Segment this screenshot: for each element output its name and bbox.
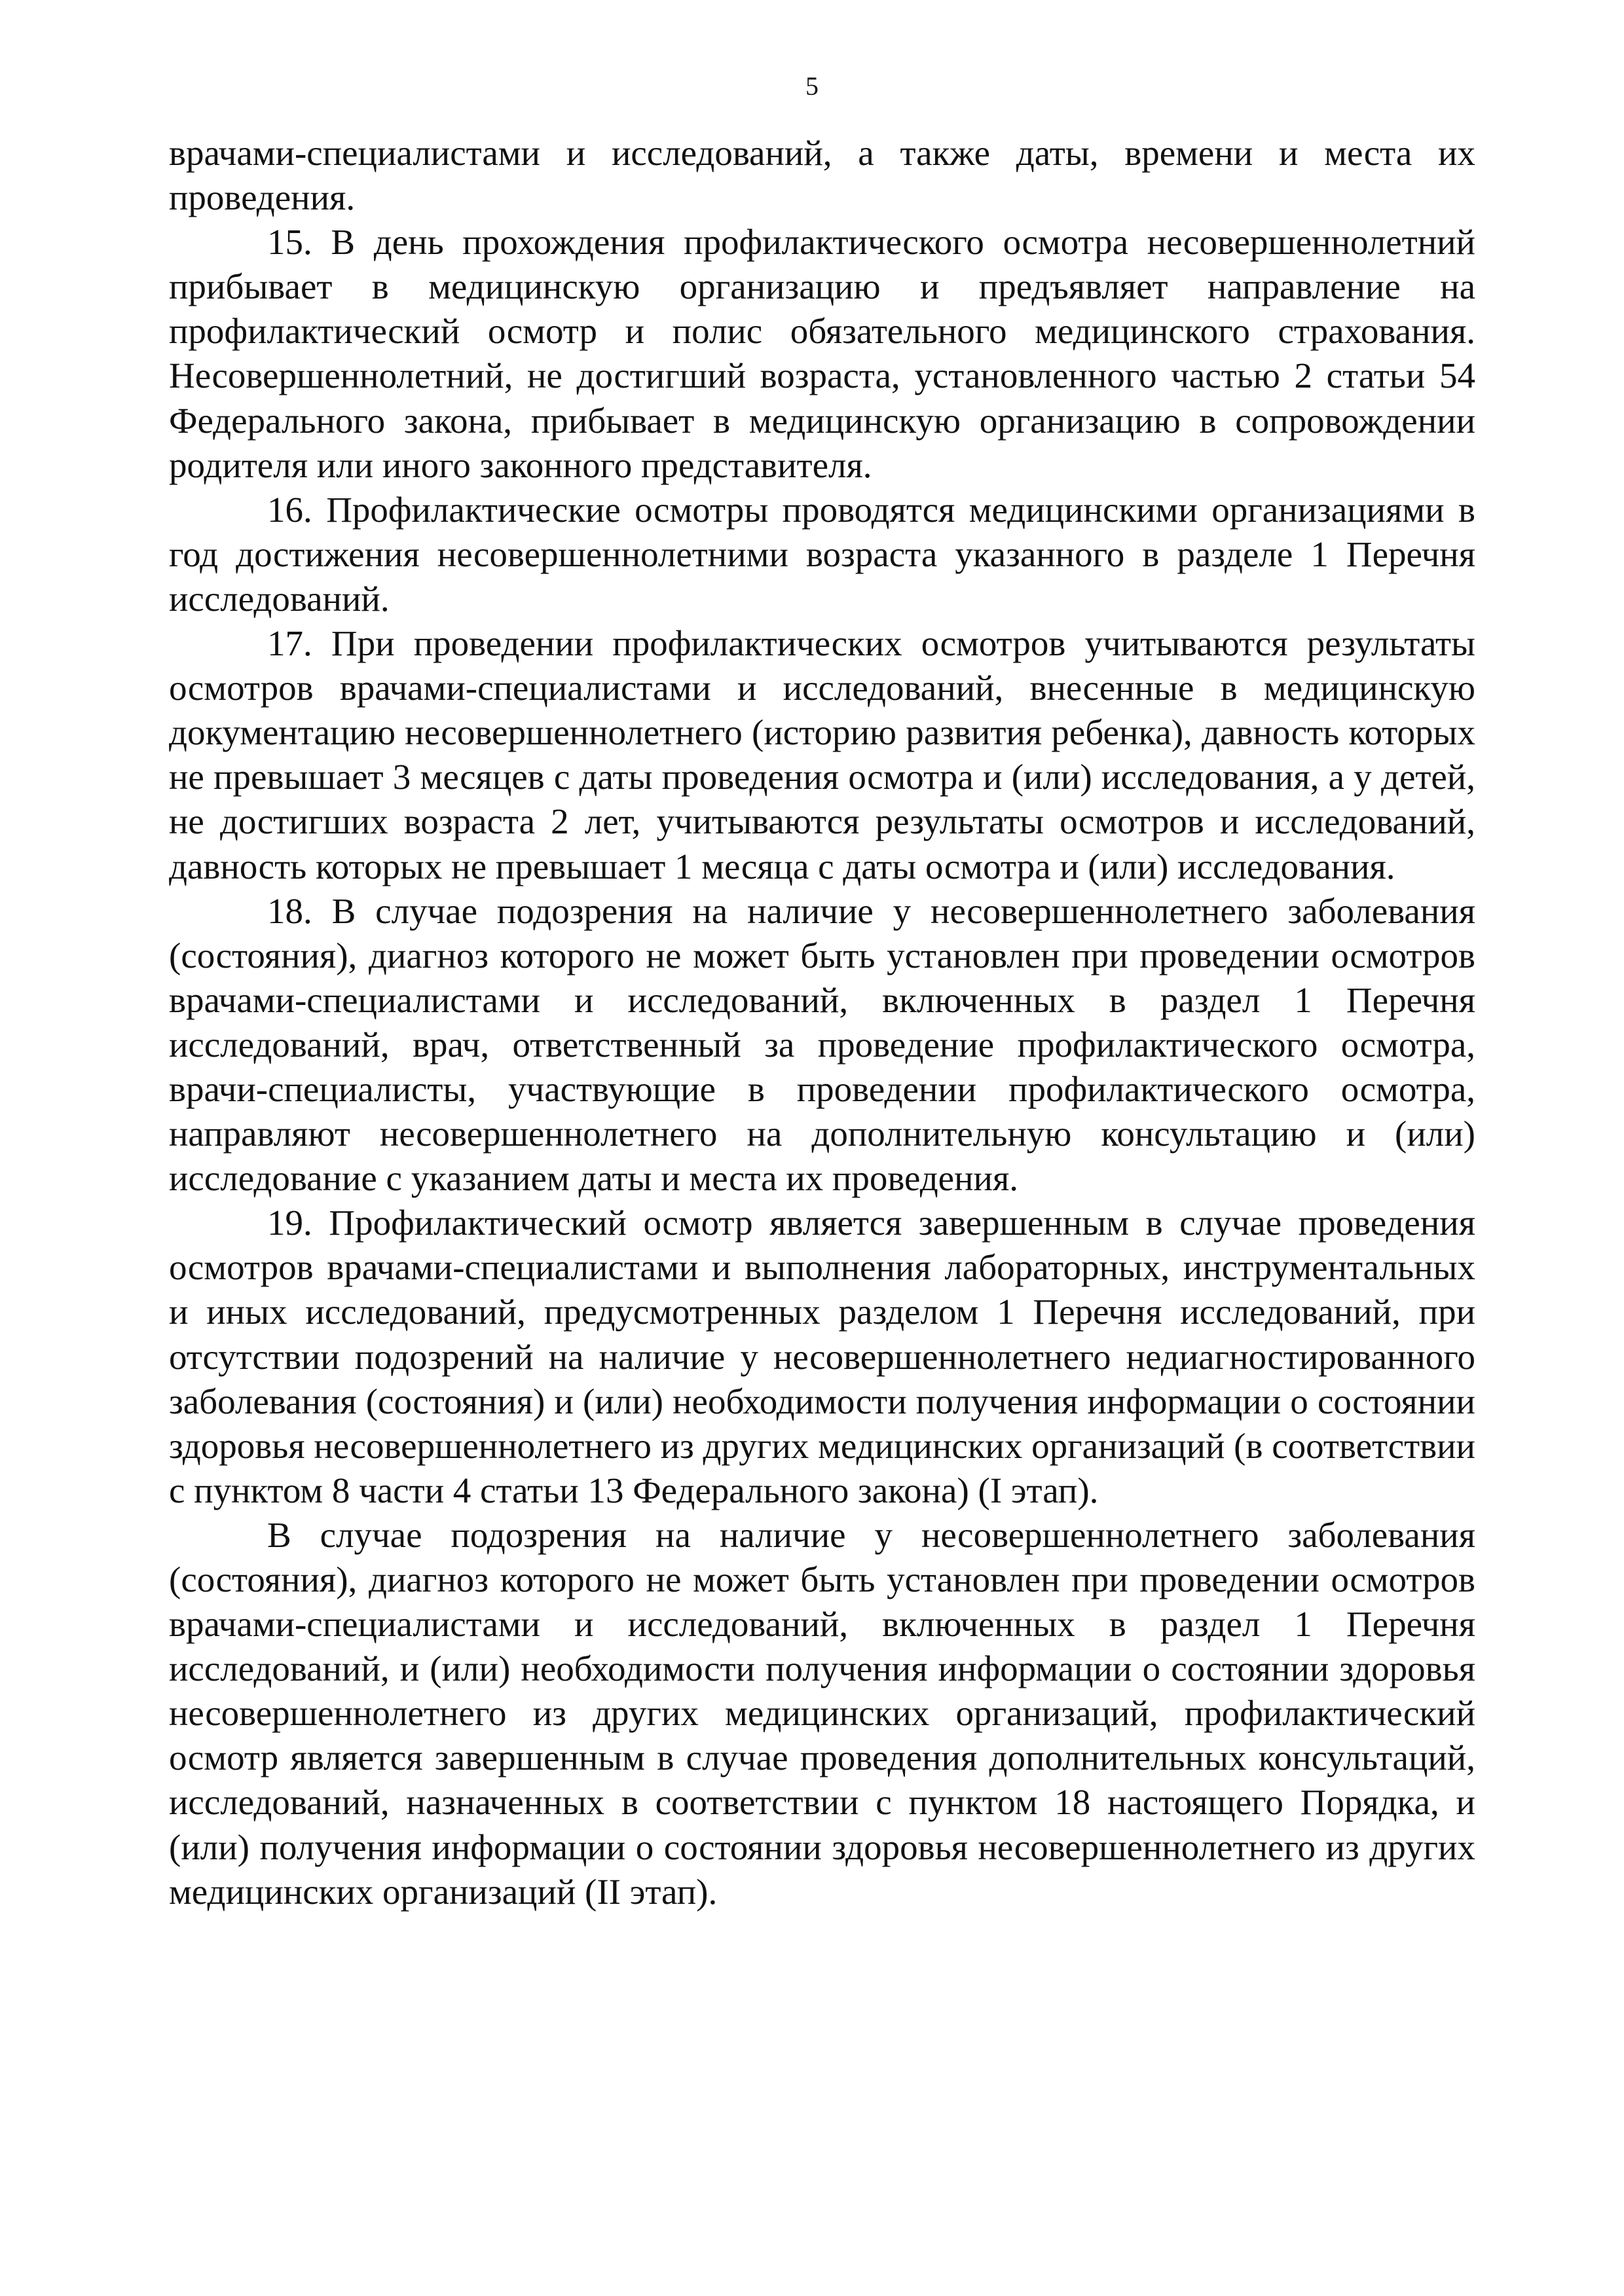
- paragraph-item-17: 17. При проведении профилактических осмотров учитываются результаты осмотров врачами-специалистами и исследований, внесенные в медицинскую документацию несовершеннолетнего (историю развития ребенка), давность которых не превышает 3 месяцев с даты проведения осмотра и (или) исследования, а у детей, не достигших возраста 2 лет, учитываются результаты осмотров и исследований, давность которых не превышает 1 месяца с даты осмотра и (или) исследования.: [169, 623, 1475, 886]
- paragraph-item-16: 16. Профилактические осмотры проводятся медицинскими организациями в год достижения несовершеннолетними возраста указанного в разделе 1 Перечня исследований.: [169, 489, 1475, 619]
- paragraph-continuation: врачами-специалистами и исследований, а также даты, времени и места их проведения.: [169, 133, 1475, 218]
- paragraph-item-19-stage-2: В случае подозрения на наличие у несовершеннолетнего заболевания (состояния), диагноз которого не может быть установлен при проведении осмотров врачами-специалистами и исследований, включенных в раздел 1 Перечня исследований, и (или) необходимости получения информации о состоянии здоровья несовершеннолетнего из других медицинских организаций, профилактический осмотр является завершенным в случае проведения дополнительных консультаций, исследований, назначенных в соответствии с пунктом 18 настоящего Порядка, и (или) получения информации о состоянии здоровья несовершеннолетнего из других медицинских организаций (II этап).: [169, 1514, 1475, 1912]
- document-body: [169, 131, 1475, 1914]
- paragraph-item-19: 19. Профилактический осмотр является завершенным в случае проведения осмотров врачами-специалистами и выполнения лабораторных, инструментальных и иных исследований, предусмотренных разделом 1 Перечня исследований, при отсутствии подозрений на наличие у несовершеннолетнего недиагностированного заболевания (состояния) и (или) необходимости получения информации о состоянии здоровья несовершеннолетнего из других медицинских организаций (в соответствии с пунктом 8 части 4 статьи 13 Федерального закона) (I этап).: [169, 1203, 1475, 1510]
- paragraph-item-15: 15. В день прохождения профилактического осмотра несовершеннолетний прибывает в медицинскую организацию и предъявляет направление на профилактический осмотр и полис обязательного медицинского страхования. Несовершеннолетний, не достигший возраста, установленного частью 2 статьи 54 Федерального закона, прибывает в медицинскую организацию в сопровождении родителя или иного законного представителя.: [169, 222, 1475, 485]
- paragraph-item-18: 18. В случае подозрения на наличие у несовершеннолетнего заболевания (состояния), диагноз которого не может быть установлен при проведении осмотров врачами-специалистами и исследований, включенных в раздел 1 Перечня исследований, врач, ответственный за проведение профилактического осмотра, врачи-специалисты, участвующие в проведении профилактического осмотра, направляют несовершеннолетнего на дополнительную консультацию и (или) исследование с указанием даты и места их проведения.: [169, 890, 1475, 1199]
- page-number: 5: [805, 71, 819, 101]
